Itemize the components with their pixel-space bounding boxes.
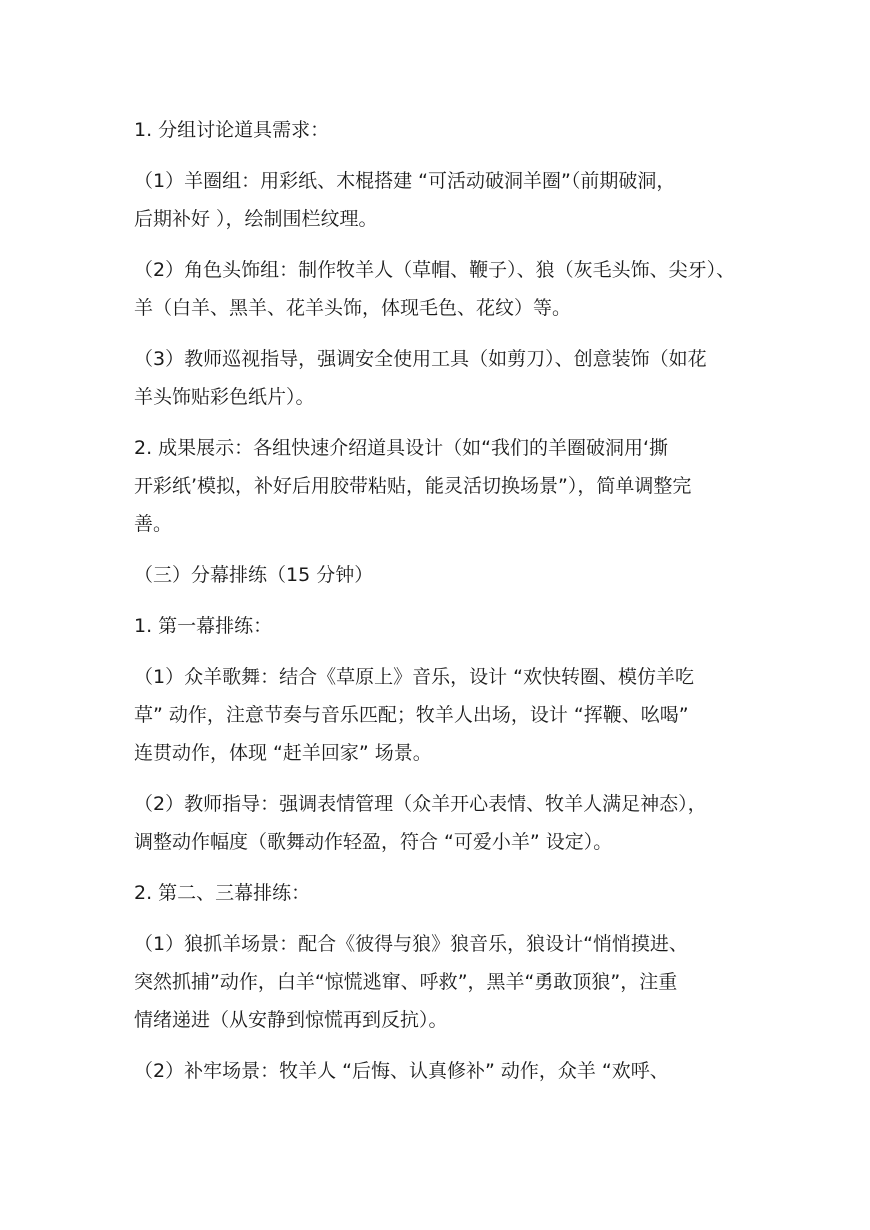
heading-1-prop-discussion: 1. 分组讨论道具需求： <box>134 119 330 141</box>
heading-1-act-one: 1. 第一幕排练： <box>134 615 273 637</box>
paragraph-teacher-guidance: （3）教师巡视指导，强调安全使用工具（如剪刀）、创意装饰（如花 羊头饰贴彩色纸片）。 <box>134 348 707 408</box>
section-heading-rehearsal: （三）分幕排练（15 分钟） <box>134 564 374 586</box>
heading-2-acts-two-three: 2. 第二、三幕排练： <box>134 882 311 904</box>
paragraph-repair-scene: （2）补牢场景：牧羊人 “后悔、认真修补” 动作，众羊 “欢呼、 <box>134 1060 669 1082</box>
document-body <box>134 111 744 1090</box>
heading-2-results-display: 2. 成果展示：各组快速介绍道具设计（如“我们的羊圈破洞用‘撕 开彩纸’模拟，补好后用胶带粘贴，能灵活切换场景”），简单调整完 善。 <box>134 437 692 535</box>
paragraph-headwear-group: （2）角色头饰组：制作牧羊人（草帽、鞭子）、狼（灰毛头饰、尖牙）、 羊（白羊、黑羊、花羊头饰，体现毛色、花纹）等。 <box>134 259 736 319</box>
paragraph-wolf-scene: （1）狼抓羊场景：配合《彼得与狼》狼音乐，狼设计“悄悄摸进、 突然抓捕”动作，白羊“惊慌逃窜、呼救”，黑羊“勇敢顶狼”，注重 情绪递进（从安静到惊慌再到反抗）。 <box>134 933 688 1031</box>
paragraph-sheep-dance: （1）众羊歌舞：结合《草原上》音乐，设计 “欢快转圈、模仿羊吃 草” 动作，注意节奏与音乐匹配；牧羊人出场，设计 “挥鞭、吆喝” 连贯动作，体现 “赶羊回家” 场景。 <box>134 666 694 764</box>
paragraph-sheepfold-group: （1）羊圈组：用彩纸、木棍搭建 “可活动破洞羊圈”（前期破洞， 后期补好 ），绘制围栏纹理。 <box>134 170 676 230</box>
paragraph-teacher-direction: （2）教师指导：强调表情管理（众羊开心表情、牧羊人满足神态）， 调整动作幅度（歌舞动作轻盈，符合 “可爱小羊” 设定）。 <box>134 793 707 853</box>
